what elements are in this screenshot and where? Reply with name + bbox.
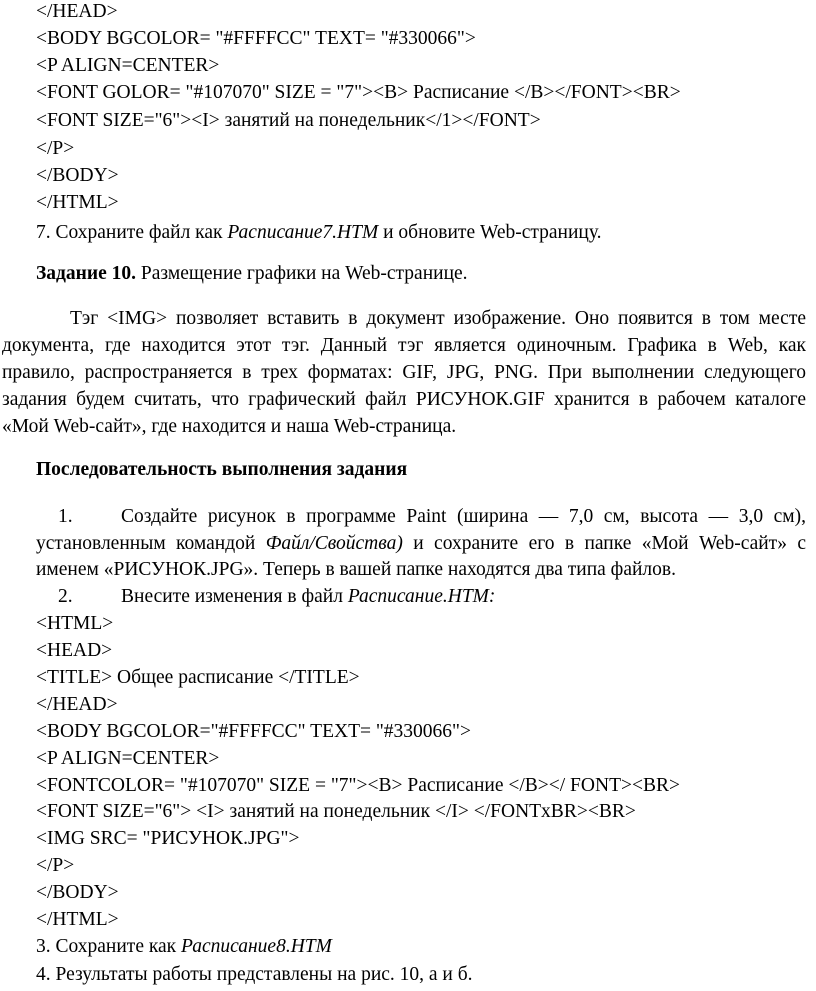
code-line: </P> xyxy=(36,855,75,876)
item-1-text: и сохраните его в папке «Мой Web-сайт» с xyxy=(402,533,806,554)
item-1-command: Файл/Свойства) xyxy=(265,533,403,554)
sequence-heading: Последовательность выполнения задания xyxy=(36,459,408,480)
code-line: <HTML> xyxy=(36,613,114,634)
paragraph-line: документа, где находится этот тэг. Данный тэг является одиночным. Графика в Web, как xyxy=(2,335,806,356)
item-1-line: Создайте рисунок в программе Paint (ширина — 7,0 см, высота — 3,0 см), xyxy=(121,506,806,527)
step-7 xyxy=(36,221,602,245)
code-line: <FONTCOLOR= "#107070" SIZE = "7"><B> Расписание </B></ FONT><BR> xyxy=(36,775,680,796)
code-line: </HEAD> xyxy=(36,694,118,715)
item-2-filename: Расписание.НТМ: xyxy=(347,586,496,607)
paragraph-line: Тэг <IMG> позволяет вставить в документ изображение. Оно появится в том месте xyxy=(70,308,806,329)
code-line: <IMG SRC= "РИСУНОК.JPG"> xyxy=(36,828,300,849)
code-line: <P ALIGN=CENTER> xyxy=(36,748,220,769)
item-1-number: 1. xyxy=(58,506,73,527)
step-3 xyxy=(36,935,332,959)
item-2-line xyxy=(121,585,495,609)
code-line: </BODY> xyxy=(36,882,119,903)
item-1-line: именем «РИСУНОК.JPG». Теперь в вашей папке находятся два типа файлов. xyxy=(36,559,676,580)
code-line: <FONT GOLOR= "#107070" SIZE = "7"><B> Расписание </B></FONT><BR> xyxy=(36,82,681,103)
code-line: <BODY BGCOLOR="#FFFFCC" TEXT= "#330066"> xyxy=(36,721,472,742)
paragraph-line: «Мой Web-сайт», где находится и наша Web-страница. xyxy=(2,416,457,437)
step-7-filename: Расписание7.НТМ xyxy=(227,222,379,243)
task-10-label: Задание 10. xyxy=(36,263,137,284)
step-7-prefix: 7. Сохраните файл как xyxy=(36,222,228,243)
code-line: </HTML> xyxy=(36,909,119,930)
item-1-line xyxy=(36,532,806,556)
item-2-text: Внесите изменения в файл xyxy=(121,586,348,607)
code-line: <BODY BGCOLOR= "#FFFFCC" TEXT= "#330066"> xyxy=(36,28,476,49)
code-line: <FONT SIZE="6"> <I> занятий на понедельник </I> </FONTxBR><BR> xyxy=(36,801,636,822)
step-7-suffix: и обновите Web-страницу. xyxy=(378,222,602,243)
code-line: <HEAD> xyxy=(36,640,113,661)
step-3-prefix: 3. Сохраните как xyxy=(36,936,182,957)
code-line: <TITLE> Общее расписание </TITLE> xyxy=(36,667,360,688)
code-line: </BODY> xyxy=(36,165,119,186)
code-line: </HTML> xyxy=(36,192,119,213)
code-line: </HEAD> xyxy=(36,1,118,22)
task-10-heading xyxy=(36,262,468,286)
code-line: <P ALIGN=CENTER> xyxy=(36,55,220,76)
paragraph-line: правило, распространяется в трех форматах: GIF, JPG, PNG. При выполнении следующего xyxy=(2,362,806,383)
code-line: <FONT SIZE="6"><I> занятий на понедельник</1></FONT> xyxy=(36,110,541,131)
paragraph-line: задания будем считать, что графический файл РИСУНОК.GIF хранится в рабочем каталоге xyxy=(2,389,806,410)
item-2-number: 2. xyxy=(58,586,73,607)
step-4: 4. Результаты работы представлены на рис. 10, а и б. xyxy=(36,964,473,985)
item-1-text: установленным командой xyxy=(36,533,266,554)
task-10-title: Размещение графики на Web-странице. xyxy=(136,263,468,284)
step-3-filename: Расписание8.НТМ xyxy=(181,936,332,957)
code-line: </P> xyxy=(36,138,75,159)
